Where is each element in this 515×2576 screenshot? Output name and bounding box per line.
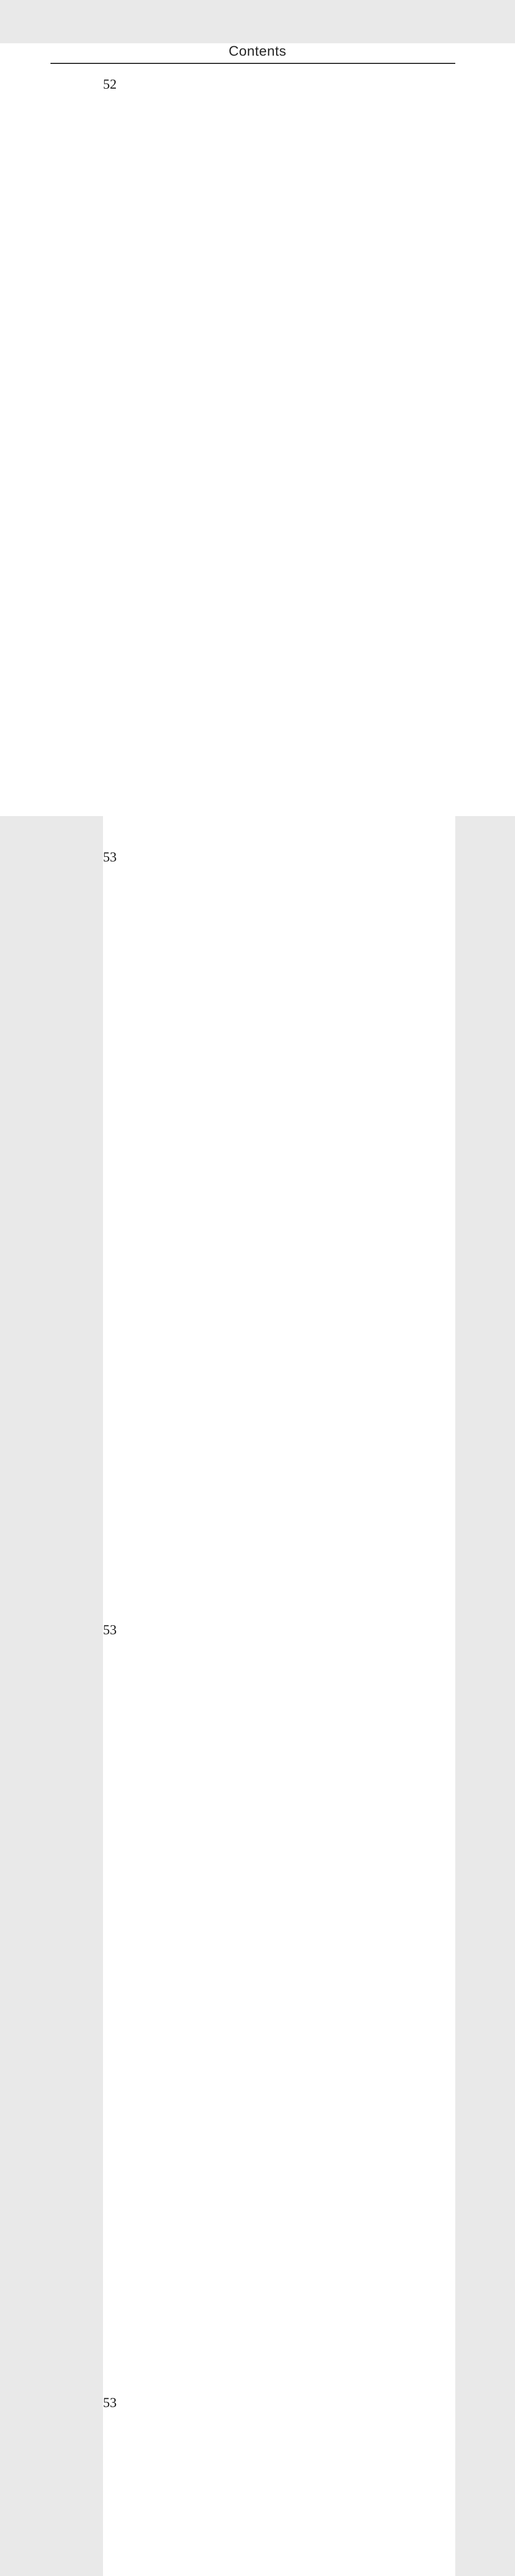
toc-entry bbox=[50, 1621, 455, 2394]
toc-entry bbox=[50, 849, 455, 1621]
toc-entry bbox=[50, 2394, 455, 2576]
entry-page-number: 53 bbox=[103, 1621, 455, 2394]
header-rule bbox=[50, 63, 455, 64]
toc-list bbox=[0, 76, 515, 2576]
entry-page-number: 53 bbox=[103, 2394, 455, 2576]
contents-page bbox=[0, 43, 515, 2410]
page-title: Contents bbox=[228, 43, 287, 59]
toc-entry bbox=[50, 76, 455, 849]
entry-page-number: 52 bbox=[103, 76, 455, 849]
entry-page-number: 53 bbox=[103, 849, 455, 1621]
